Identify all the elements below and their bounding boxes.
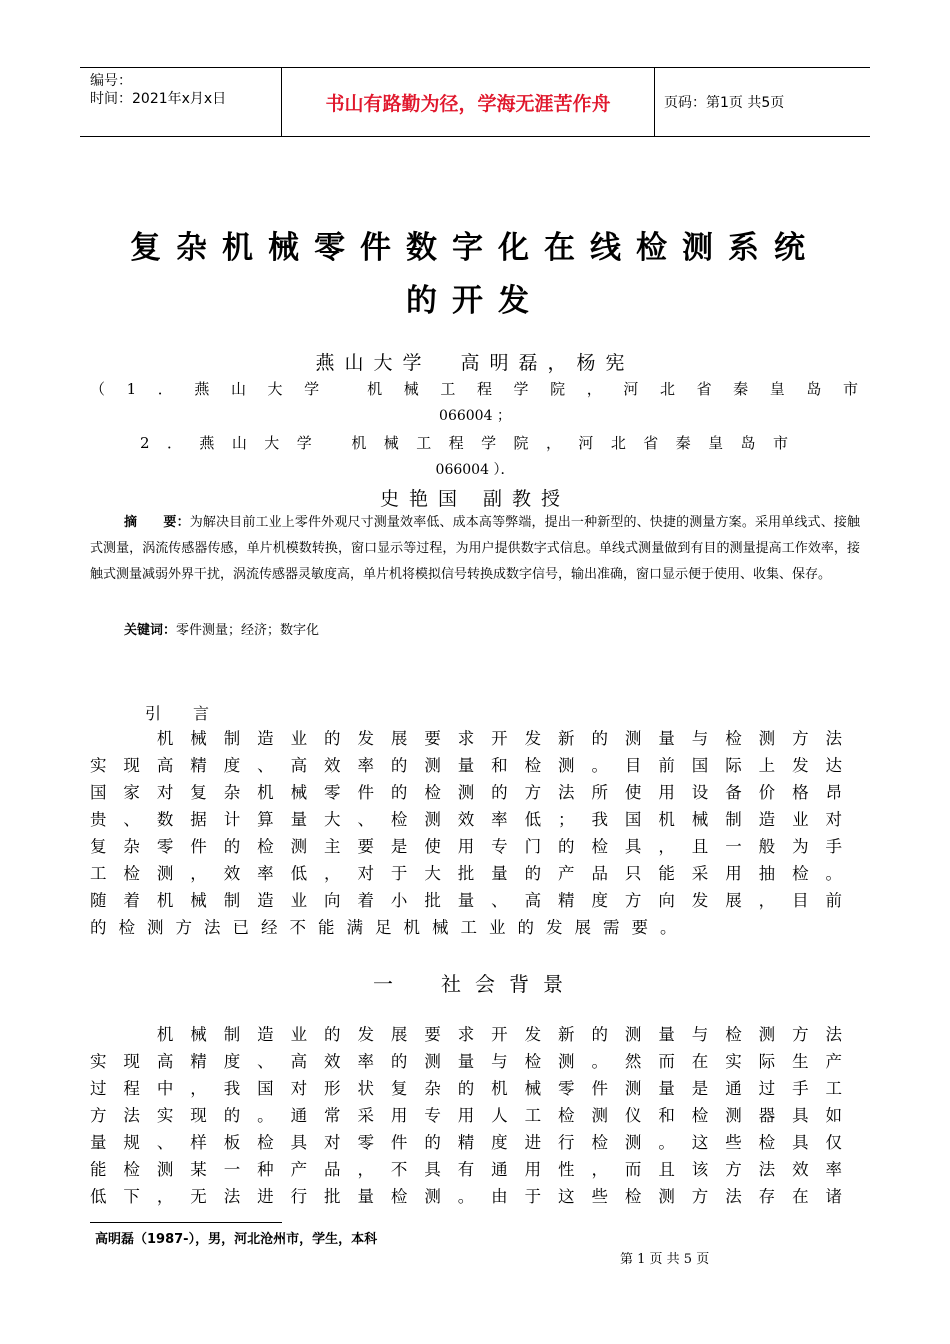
paragraph-line: 量规、样板检具对零件的精度进行检测。这些检具仅	[90, 1133, 842, 1152]
header-meta	[80, 68, 280, 136]
number-label: 编号：	[90, 73, 132, 89]
paragraph-line: 机械制造业的发展要求开发新的测量与检测方法	[90, 729, 842, 748]
paragraph-line: 贵、数据计算量大、检测效率低；我国机械制造业对	[90, 810, 842, 829]
paragraph-line: 低下，无法进行批量检测。由于这些检测方法存在诸	[90, 1187, 842, 1206]
header-motto: 书山有路勤为径，学海无涯苦作舟	[281, 68, 655, 136]
paragraph-line: 国家对复杂机械零件的检测的方法所使用设备价格昂	[90, 783, 842, 802]
title-line-2: 的开发	[406, 283, 544, 319]
keywords	[124, 618, 894, 644]
paragraph-line: 工检测，效率低，对于大批量的产品只能采用抽检。	[90, 864, 842, 883]
abstract	[90, 510, 860, 588]
paragraph-line: 能检测某一种产品，不具有通用性，而且该方法效率	[90, 1160, 842, 1179]
affiliation-2: 2．燕山大学 机械工程学院，河北省秦皇岛市	[140, 434, 790, 452]
advisor: 史艳国 副教授	[379, 488, 571, 510]
affiliation-1: （1．燕山大学 机械工程学院，河北省秦皇岛市	[90, 380, 860, 398]
footnote-rule	[90, 1222, 282, 1223]
paragraph-line: 随着机械制造业向着小批量、高精度方向发展，目前	[90, 891, 842, 910]
paragraph-line: 过程中，我国对形状复杂的机械零件测量是通过手工	[90, 1079, 842, 1098]
header-page-label: 页码：第1页 共5页	[664, 95, 785, 111]
abstract-text: 为解决目前工业上零件外观尺寸测量效率低、成本高等弊端，提出一种新型的、快捷的测量方案。采用单线式、接触式测量，涡流传感器传感，单片机模数转换，窗口显示等过程，为用户提供数字式信息。单线式测量做到有目的测量提高工作效率，接触式测量减弱外界干扰，涡流传感器灵敏度高，单片机将模拟信号转换成数字信号，输出准确，窗口显示便于使用、收集、保存。	[90, 515, 860, 582]
paragraph-line: 方法实现的。通常采用专用人工检测仪和检测器具如	[90, 1106, 842, 1125]
paragraph-line: 复杂零件的检测主要是使用专门的检具，且一般为手	[90, 837, 842, 856]
paragraph-line: 机械制造业的发展要求开发新的测量与检测方法	[90, 1025, 842, 1044]
title-line-1: 复杂机械零件数字化在线检测系统	[130, 230, 820, 266]
abstract-label: 摘 要：	[124, 515, 190, 530]
section-1-heading: 一 社会背景	[373, 972, 577, 996]
affiliation-1-zip: 066004 ；	[439, 408, 511, 424]
intro-heading: 引 言	[145, 704, 218, 723]
footnote: 高明磊（1987-），男，河北沧州市，学生，本科	[95, 1232, 378, 1247]
affiliation-2-zip: 066004 ）．	[435, 462, 515, 478]
page-footer: 第 1 页 共 5 页	[620, 1252, 710, 1267]
paragraph-line: 的检测方法已经不能满足机械工业的发展需要。	[90, 918, 689, 937]
keywords-text: 零件测量；经济；数字化	[176, 623, 320, 638]
document-header	[80, 67, 870, 137]
paragraph-line: 实现高精度、高效率的测量与检测。然而在实际生产	[90, 1052, 842, 1071]
time-label: 时间：2021年x月x日	[90, 91, 227, 107]
keywords-label: 关键词：	[124, 623, 177, 638]
paragraph-line: 实现高精度、高效率的测量和检测。目前国际上发达	[90, 756, 842, 775]
authors: 燕山大学 高明磊，杨宪	[315, 352, 635, 374]
